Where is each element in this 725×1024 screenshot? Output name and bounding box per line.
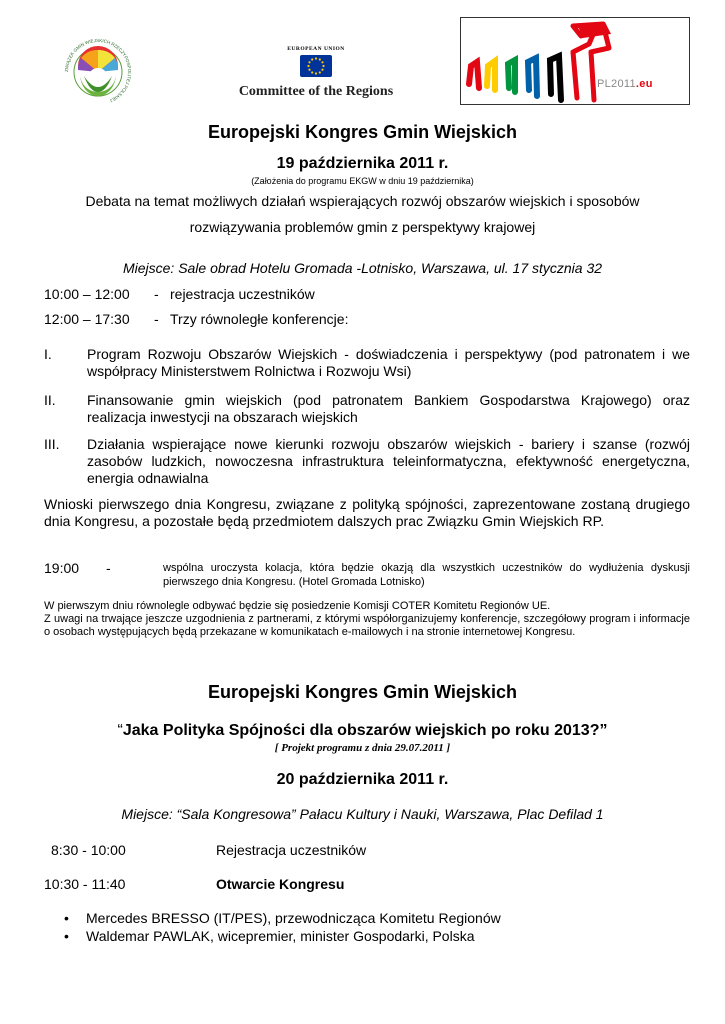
committee-of-regions-logo bbox=[228, 46, 404, 104]
subtitle-open-quote: “ bbox=[117, 722, 123, 739]
list-item bbox=[44, 909, 690, 927]
left-logo bbox=[62, 36, 134, 108]
note-partners: Z uwagi na trwające jeszcze uzgodnienia z partnerami, z którymi współorganizujemy konferencje, szczegółowy program i informacje o osobach występujących będą przekazane w komunikatach e-mailowych i na stronie internetowej Kongresu. bbox=[44, 613, 690, 638]
speaker-text: Waldemar PAWLAK, wicepremier, minister Gospodarki, Polska bbox=[86, 928, 475, 944]
conference-number: III. bbox=[44, 436, 60, 452]
svg-text:ZWIĄZEK GMIN WIEJSKICH RZECZYP: ZWIĄZEK GMIN WIEJSKICH RZECZYPOSPOLITEJ POLSKIEJ bbox=[63, 37, 133, 104]
dinner-text: wspólna uroczysta kolacja, która będzie okazją dla wszystkich uczestników do wydłużenia dyskusji pierwszego dnia Kongresu. (Hotel Gromada Lotnisko) bbox=[163, 562, 690, 588]
day1-schedule-row-1 bbox=[44, 286, 315, 303]
conference-text: Finansowanie gmin wiejskich (pod patronatem Bankiem Gospodarstwa Krajowego) oraz realizacja inwestycji na obszarach wiejskich bbox=[87, 392, 690, 425]
conference-item-3 bbox=[44, 436, 690, 487]
bullet-icon: • bbox=[64, 910, 69, 926]
eu-flag-icon bbox=[299, 54, 333, 78]
pl2011-logo-icon bbox=[461, 18, 689, 104]
conference-number: II. bbox=[44, 392, 56, 408]
list-item bbox=[44, 927, 690, 945]
pl2011-text: PL2011.eu bbox=[597, 78, 653, 90]
conference-item-1 bbox=[44, 346, 690, 380]
day1-debate-line2: rozwiązywania problemów gmin z perspektywy krajowej bbox=[189, 219, 536, 235]
day2-date: 20 października 2011 r. bbox=[276, 771, 449, 788]
day1-dinner-row bbox=[44, 560, 690, 589]
bullet-icon: • bbox=[64, 928, 69, 944]
schedule-time: 8:30 - 10:00 bbox=[51, 842, 126, 858]
rainbow-circle-logo-icon bbox=[62, 36, 134, 108]
schedule-sep: - bbox=[154, 286, 159, 302]
conference-item-2 bbox=[44, 392, 690, 426]
day1-conclusions: Wnioski pierwszego dnia Kongresu, związane z polityką spójności, zaprezentowane zostaną drugiego dnia Kongresu, a pozostałe będą przedmiotem dalszych prac Związku Gmin Wiejskich RP. bbox=[44, 496, 690, 529]
day2-venue: Miejsce: “Sala Kongresowa” Pałacu Kultury i Nauki, Warszawa, Plac Defilad 1 bbox=[121, 806, 604, 822]
conference-text: Działania wspierające nowe kierunki rozwoju obszarów wiejskich - bariery i szanse (rozwój zasobów ludzkich, nowoczesna infrastruktura teleinformatyczna, efektywność energetyczna, energia odnawialna bbox=[87, 436, 690, 486]
day2-subtitle bbox=[0, 722, 725, 740]
schedule-text: rejestracja uczestników bbox=[170, 286, 315, 302]
committee-of-regions-title: Committee of the Regions bbox=[238, 84, 394, 99]
speakers-list bbox=[44, 909, 690, 945]
conference-number: I. bbox=[44, 346, 52, 362]
schedule-text: Trzy równoległe konferencje: bbox=[170, 311, 349, 327]
subtitle-text: Jaka Polityka Spójności dla obszarów wiejskich po roku 2013?” bbox=[122, 722, 608, 739]
dinner-sep: - bbox=[106, 560, 111, 576]
day1-date: 19 października 2011 r. bbox=[276, 155, 449, 172]
day2-schedule-row-2 bbox=[44, 876, 344, 893]
day1-note: (Założenia do programu EKGW w dniu 19 października) bbox=[251, 176, 474, 186]
schedule-time: 12:00 – 17:30 bbox=[44, 311, 130, 327]
schedule-text: Otwarcie Kongresu bbox=[216, 876, 345, 892]
schedule-time: 10:30 - 11:40 bbox=[44, 876, 126, 892]
schedule-text: Rejestracja uczestników bbox=[216, 842, 367, 858]
european-union-label: EUROPEAN UNION bbox=[287, 46, 345, 52]
speaker-text: Mercedes BRESSO (IT/PES), przewodnicząca Komitetu Regionów bbox=[86, 910, 501, 926]
conference-text: Program Rozwoju Obszarów Wiejskich - doświadczenia i perspektywy (pod patronatem i we współpracy Ministerstwem Rolnictwa i Rozwoju Wsi) bbox=[87, 346, 690, 379]
note-coter: W pierwszym dniu równolegle odbywać będzie się posiedzenie Komisji COTER Komitetu Regionów UE. bbox=[44, 600, 551, 612]
day1-title: Europejski Kongres Gmin Wiejskich bbox=[208, 122, 517, 142]
schedule-sep: - bbox=[154, 311, 159, 327]
day1-schedule-row-2 bbox=[44, 311, 348, 328]
day1-debate-line1: Debata na temat możliwych działań wspierających rozwój obszarów wiejskich i sposobów bbox=[85, 193, 640, 209]
schedule-time: 10:00 – 12:00 bbox=[44, 286, 130, 302]
day2-title: Europejski Kongres Gmin Wiejskich bbox=[208, 682, 517, 702]
pl2011-logo bbox=[460, 17, 690, 105]
day1-venue: Miejsce: Sale obrad Hotelu Gromada -Lotnisko, Warszawa, ul. 17 stycznia 32 bbox=[122, 260, 603, 276]
dinner-time: 19:00 bbox=[44, 560, 80, 576]
day2-draft-note: [ Projekt programu z dnia 29.07.2011 ] bbox=[274, 742, 451, 754]
day2-schedule-row-1 bbox=[51, 842, 366, 859]
